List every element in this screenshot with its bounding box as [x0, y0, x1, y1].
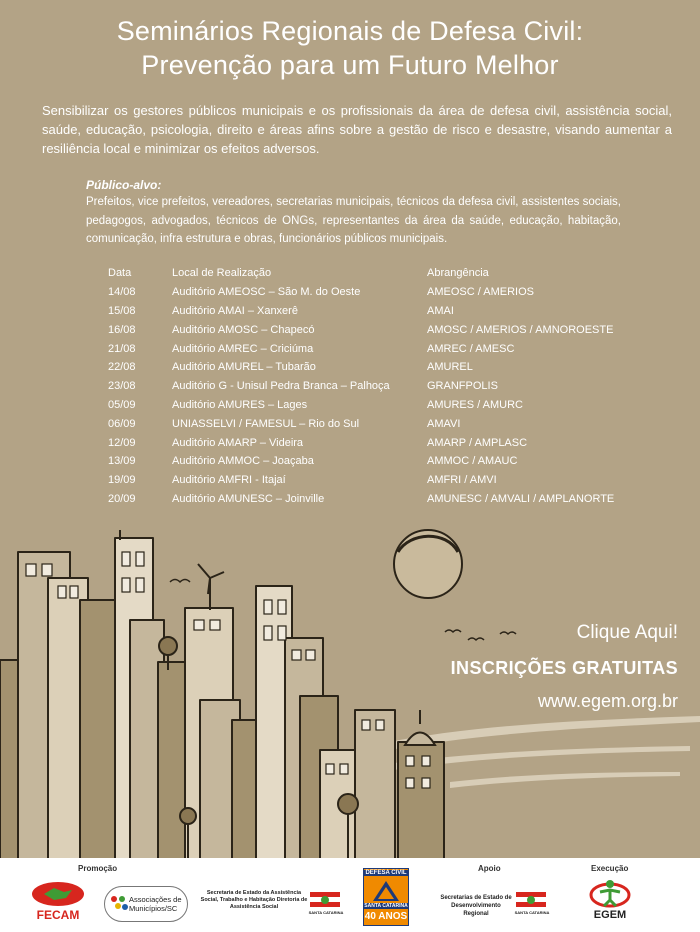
schedule-location: Auditório AMREC – Criciúma [172, 342, 314, 355]
defesa-civil-top-text: DEFESA CIVIL [365, 870, 407, 876]
schedule-coverage: AMMOC / AMAUC [427, 455, 518, 468]
schedule-location: Auditório AMURES – Lages [172, 398, 308, 411]
schedule-location: Auditório AMEOSC – São M. do Oeste [172, 286, 361, 299]
schedule-date: 14/08 [108, 286, 136, 299]
santa-catarina-flag-icon-2 [516, 892, 546, 908]
fecam-logo [30, 880, 86, 924]
triangle-emblem-icon [372, 880, 400, 902]
schedule-location: UNIASSELVI / FAMESUL – Rio do Sul [172, 417, 360, 430]
defesa-civil-state-text: SANTA CATARINA [364, 903, 408, 909]
schedule-location: Auditório AMMOC – Joaçaba [172, 455, 314, 468]
associacoes-text: Associações de Municípios/SC [129, 895, 182, 913]
schedule-row [108, 396, 648, 415]
schedule-date: 16/08 [108, 323, 136, 336]
schedule-location: Auditório AMUREL – Tubarão [172, 361, 316, 374]
schedule-date: 21/08 [108, 342, 136, 355]
schedule-date: 13/09 [108, 455, 136, 468]
schedule-row [108, 339, 648, 358]
schedule-date: 12/09 [108, 436, 136, 449]
defesa-civil-logo [363, 868, 409, 926]
schedule-coverage: AMEOSC / AMERIOS [427, 286, 534, 299]
egem-text: EGEM [593, 909, 627, 921]
schedule-location: Auditório AMARP – Videira [172, 436, 304, 449]
schedule-coverage: AMARP / AMPLASC [427, 436, 528, 449]
secretaria-assistencia-text: Secretaria de Estado da Assistência Social, Trabalho e Habitação Diretoria de Assistência Social [200, 890, 308, 910]
schedule-date: 23/08 [108, 380, 136, 393]
schedule-coverage: AMURES / AMURC [427, 398, 523, 411]
schedule-location: Auditório AMFRI - Itajaí [172, 474, 286, 487]
schedule-coverage: AMUREL [427, 361, 473, 374]
promo-label: Promoção [78, 864, 118, 873]
santa-catarina-text-2: SANTA CATARINA [514, 910, 550, 915]
secretaria-assistencia-logo [200, 890, 350, 920]
schedule-location: Auditório AMAI – Xanxerê [172, 304, 298, 317]
header-coverage: Abrangência [427, 267, 489, 280]
schedule-date: 06/09 [108, 417, 136, 430]
schedule-date: 15/08 [108, 304, 136, 317]
apoio-label: Apoio [478, 864, 501, 873]
schedule-coverage: AMUNESC / AMVALI / AMPLANORTE [427, 492, 615, 505]
santa-catarina-flag-icon [310, 892, 340, 908]
header-location: Local de Realização [172, 267, 272, 280]
santa-catarina-text-1: SANTA CATARINA [308, 910, 344, 915]
schedule-row [108, 452, 648, 471]
schedule-date: 20/09 [108, 492, 136, 505]
schedule-row [108, 302, 648, 321]
secretarias-regional-logo [440, 890, 552, 920]
schedule-row [108, 471, 648, 490]
free-registration-text[interactable]: INSCRIÇÕES GRATUITAS [450, 658, 678, 678]
associacoes-logo [104, 886, 188, 922]
footer [0, 858, 700, 932]
schedule-location: Auditório G - Unisul Pedra Branca – Palhoça [172, 380, 390, 393]
schedule-row [108, 283, 648, 302]
schedule-date: 05/09 [108, 398, 136, 411]
page-title [0, 14, 700, 82]
fecam-emblem-icon [30, 880, 86, 908]
schedule-coverage: AMAVI [427, 417, 461, 430]
dots-icon [109, 894, 129, 914]
dome-tower [405, 710, 435, 745]
intro-paragraph: Sensibilizar os gestores públicos municipais e os profissionais da área de defesa civil, assistência social, saúde, educação, psicologia, direito e áreas afins sobre a gestão de risco e desastre, visando aumentar a resiliência local e minimizar os efeitos adversos. [42, 103, 672, 156]
defesa-civil-years-text: 40 ANOS [364, 911, 408, 922]
title-line-2: Prevenção para um Futuro Melhor [141, 50, 559, 80]
egem-emblem-icon [588, 878, 632, 908]
fecam-text: FECAM [36, 908, 80, 922]
click-here-link[interactable]: Clique Aqui! [576, 622, 678, 643]
city-illustration [0, 520, 700, 858]
website-link[interactable]: www.egem.org.br [537, 691, 678, 711]
audience-text: Prefeitos, vice prefeitos, vereadores, secretarias municipais, técnicos da defesa civil, assistentes sociais, pedagogos, advogados, técnicos de ONGs, representantes da área da saúde, educação, habitação, comunicação, infra estrutura e obras, funcionários públicos municipais. [86, 196, 621, 245]
schedule-coverage: AMREC / AMESC [427, 342, 515, 355]
schedule-row [108, 414, 648, 433]
execucao-label: Execução [591, 864, 629, 873]
schedule-coverage: AMOSC / AMERIOS / AMNOROESTE [427, 323, 614, 336]
secretarias-regional-text: Secretarias de Estado de Desenvolvimento Regional [440, 895, 512, 917]
egem-logo [588, 878, 632, 928]
sun-icon [394, 530, 462, 598]
header-date: Data [108, 267, 132, 280]
schedule-location: Auditório AMUNESC – Joinville [172, 492, 325, 505]
title-line-1: Seminários Regionais de Defesa Civil: [116, 16, 584, 46]
schedule-row [108, 433, 648, 452]
schedule-date: 19/09 [108, 474, 136, 487]
schedule-row [108, 377, 648, 396]
schedule-date: 22/08 [108, 361, 136, 374]
schedule-row [108, 490, 648, 509]
schedule-coverage: AMAI [427, 304, 454, 317]
schedule-row [108, 320, 648, 339]
schedule-coverage: GRANFPOLIS [427, 380, 498, 393]
schedule-coverage: AMFRI / AMVI [427, 474, 497, 487]
schedule-row [108, 358, 648, 377]
audience-label: Público-alvo: [86, 178, 162, 192]
schedule-header-row [108, 264, 648, 283]
schedule-table [108, 264, 648, 508]
schedule-location: Auditório AMOSC – Chapecó [172, 323, 315, 336]
